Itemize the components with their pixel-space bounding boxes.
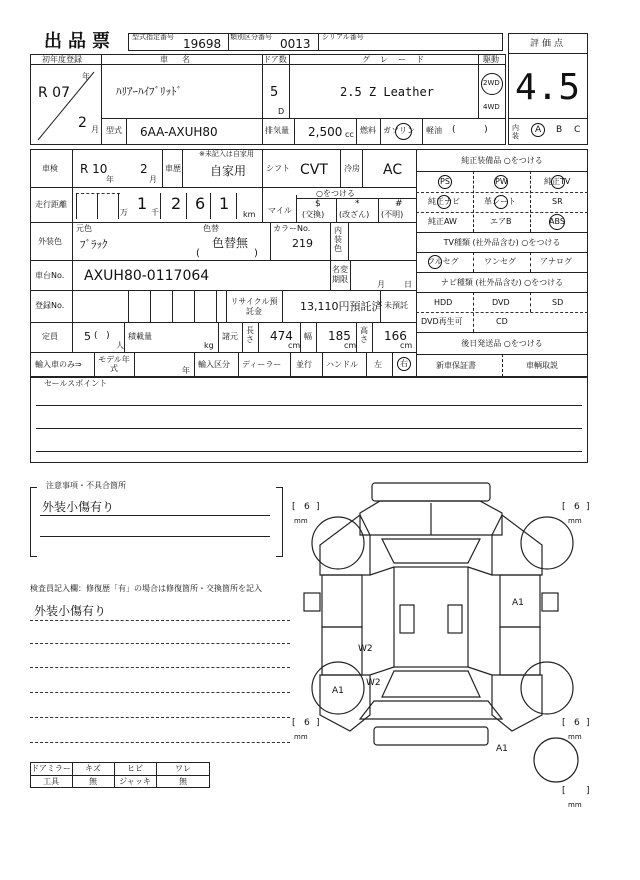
rear-right-door: [500, 627, 540, 675]
fuel-value: ガソリン: [383, 126, 415, 135]
color-orig-value: ﾌﾞﾗｯｸ: [80, 238, 108, 251]
navi-sd: SD: [552, 298, 564, 307]
equip-ps: PS: [440, 177, 450, 186]
history-note: ※未記入は自家用: [199, 150, 254, 158]
recycle-unpaid: 未預託: [384, 301, 408, 310]
equip-aw: 純正AW: [428, 217, 457, 226]
tire-depth-rl-open: [: [292, 718, 296, 728]
color-no-value: 219: [292, 237, 313, 250]
color-change-value: 色替無: [212, 236, 249, 250]
tv-analog: アナログ: [540, 257, 572, 266]
tire-rear-right: [521, 662, 573, 714]
legend-jack-value: 無: [179, 777, 187, 786]
grade-value: 2.5 Z Leather: [340, 85, 434, 99]
int-color-label: 内装色: [334, 226, 342, 253]
shaken-month-label: 月: [149, 175, 157, 184]
notes-text: 外装小傷有り: [42, 500, 115, 514]
first-reg-month-label: 月: [91, 125, 99, 134]
name-change-label: 名変期限: [332, 265, 348, 284]
length-unit: cm: [288, 341, 301, 350]
navi-title: ナビ種類 (社外品含む) ○をつける: [440, 278, 564, 287]
rear-left-door: [322, 627, 362, 675]
class-num-value: 0013: [280, 37, 311, 51]
tv-oneseg: ワンセグ: [484, 257, 516, 266]
equip-sr: SR: [552, 197, 563, 206]
height-unit: cm: [400, 341, 413, 350]
navi-hdd: HDD: [434, 298, 453, 307]
right-mirror: [542, 593, 558, 611]
width-value: 185: [328, 329, 351, 343]
legend-tools-value: 無: [89, 777, 97, 786]
equip-abs: ABS: [549, 217, 565, 226]
front-left-fender: [320, 515, 370, 575]
tire-depth-spare-close: ]: [586, 786, 590, 796]
first-reg-month: 2: [78, 115, 87, 131]
tire-depth-rl-unit: mm: [294, 733, 308, 741]
later-warranty: 新車保証書: [436, 361, 476, 370]
mark-3: W2: [366, 678, 381, 688]
displacement-label: 排気量: [265, 126, 289, 135]
mileage-label: 走行距離: [35, 200, 67, 209]
later-title: 後日発送品 ○をつける: [461, 339, 543, 348]
displacement-unit: cc: [345, 130, 354, 139]
grade-label: グレード: [362, 55, 434, 64]
tire-depth-spare-open: [: [562, 786, 566, 796]
handle-right: 右: [400, 359, 408, 368]
fuel-label: 燃料: [360, 126, 376, 135]
drive-2wd: 2WD: [483, 79, 500, 87]
inspector-text: 外装小傷有り: [34, 604, 107, 618]
tire-depth-fr-open: [: [562, 502, 566, 512]
type-num-value: 19698: [183, 37, 222, 51]
tire-depth-rl-close: ]: [316, 718, 320, 728]
shaken-label: 車検: [42, 164, 58, 173]
mileage-circle-note: ○をつける: [316, 189, 355, 198]
tire-depth-rr-unit: mm: [568, 733, 582, 741]
equip-tv: 純正TV: [544, 177, 571, 186]
color-no-label: カラーNo.: [273, 224, 311, 233]
import-class-label: 輸入区分: [198, 360, 230, 369]
serial-label: シリアル番号: [322, 33, 364, 41]
car-damage-diagram: [290, 475, 620, 815]
door-type: D: [278, 107, 285, 116]
legend-header-break: ワレ: [175, 764, 191, 773]
mark-2: W2: [358, 644, 373, 654]
equip-airbag: エアB: [490, 217, 512, 226]
interior-label: 内装: [512, 124, 519, 140]
car-name-value: ﾊﾘｱｰﾊｲﾌﾞﾘｯﾄﾞ: [116, 85, 182, 98]
reg-label: 登録No.: [35, 301, 65, 310]
interior-grade-a: A: [535, 125, 542, 135]
legend-header-scratch: キズ: [85, 764, 101, 773]
mileage-digit-6: 1: [219, 194, 230, 213]
handle-left: 左: [374, 360, 382, 369]
type-num-label: 型式指定番号: [132, 33, 174, 41]
cooler-label: 冷房: [344, 164, 360, 173]
tire-depth-fl-close: ]: [316, 502, 320, 512]
mileage-digit-3: 1: [137, 194, 148, 213]
ext-color-label: 外装色: [38, 237, 62, 246]
roof: [394, 567, 468, 667]
model-value: 6AA-AXUH80: [140, 125, 218, 139]
tamper-sym: *: [355, 199, 360, 209]
dealer-label: ディーラー: [242, 360, 282, 369]
mileage-digit-4: 2: [171, 194, 182, 213]
unknown-label: (不明): [381, 210, 404, 219]
tire-depth-rr-open: [: [562, 718, 566, 728]
inspector-label: 検査員記入欄：修復歴「有」の場合は修復箇所・交換箇所を記入: [30, 584, 262, 593]
capacity-label: 定員: [42, 332, 58, 341]
trunk: [360, 701, 502, 719]
chassis-label: 車台No.: [35, 271, 65, 280]
unknown-sym: #: [395, 199, 403, 209]
tv-title: TV種類 (社外品含む) ○をつける: [443, 238, 561, 247]
tamper-label: (改ざん): [339, 210, 370, 219]
height-label: 高さ: [360, 326, 368, 344]
width-label: 幅: [304, 332, 312, 341]
recycle-value: 13,110円預託済: [300, 300, 383, 313]
legend-header-mirror: ドアミラー: [31, 764, 71, 773]
front-left-door: [322, 575, 362, 627]
model-year-unit: 年: [182, 366, 190, 375]
page-title: 出品票: [44, 31, 116, 52]
model-year-label: モデル年式: [98, 355, 130, 373]
mark-4: A1: [332, 686, 344, 696]
door-label: ドア数: [263, 55, 287, 64]
recycle-label: リサイクル預託金: [230, 297, 278, 316]
front-bumper: [372, 483, 490, 501]
mark-1: A1: [512, 598, 524, 608]
displacement-value: 2,500: [308, 125, 343, 139]
load-kg: kg: [204, 341, 214, 350]
history-value: 自家用: [210, 164, 247, 178]
load-label: 積載量: [128, 332, 152, 341]
equipment-title: 純正装備品 ○をつける: [461, 156, 543, 165]
door-value: 5: [270, 85, 279, 100]
navi-cd: CD: [496, 317, 508, 326]
tire-depth-rr: 6: [574, 718, 580, 728]
capacity-value: 5: [84, 330, 91, 343]
name-change-day: 日: [404, 280, 412, 289]
interior-grade-c: C: [574, 125, 581, 135]
tire-spare: [534, 738, 578, 782]
left-mirror: [304, 593, 320, 611]
rear-right-quarter: [492, 675, 542, 731]
capacity-persons: 人: [116, 341, 124, 350]
light-oil-bracket: ( ): [452, 125, 488, 135]
capacity-bracket: ( ): [94, 331, 110, 341]
color-change-label: 色替: [203, 224, 219, 233]
tire-depth-fl: 6: [304, 502, 310, 512]
class-num-label: 類別区分番号: [230, 33, 272, 41]
tv-fullseg: フルセグ: [427, 257, 459, 266]
tire-depth-fl-open: [: [292, 502, 296, 512]
color-orig-label: 元色: [76, 224, 92, 233]
tire-depth-rl: 6: [304, 718, 310, 728]
model-label: 型式: [106, 126, 122, 135]
mileage-km-label: km: [243, 210, 256, 219]
rear-bumper: [374, 727, 488, 745]
light-oil-label: 軽油: [426, 126, 442, 135]
tire-depth-fr-unit: mm: [568, 517, 582, 525]
first-reg-era-label: 年: [82, 72, 90, 81]
rear-left-quarter: [320, 675, 370, 731]
width-unit: cm: [344, 341, 357, 350]
tire-depth-spare-unit: mm: [568, 801, 582, 809]
chassis-value: AXUH80-0117064: [84, 268, 210, 284]
height-value: 166: [384, 329, 407, 343]
exchange-sym: $: [315, 199, 321, 209]
shaken-month: 2: [140, 162, 148, 176]
navi-dvd-play: DVD再生可: [421, 317, 463, 326]
mileage-sen-label: 千: [151, 208, 159, 217]
mileage-mile-label: マイル: [268, 206, 292, 215]
legend-jack: ジャッキ: [119, 777, 151, 786]
car-name-label: 車名: [160, 55, 204, 64]
first-reg-year: R 07: [38, 85, 70, 101]
legend-tools: 工具: [43, 777, 59, 786]
length-label: 長さ: [246, 326, 254, 344]
history-label: 車歴: [165, 164, 181, 173]
handle-label: ハンドル: [326, 360, 358, 369]
equip-navi: 純正ナビ: [428, 197, 460, 206]
shift-label: シフト: [266, 164, 290, 173]
mark-5: A1: [496, 744, 508, 754]
import-label: 輸入車のみ⇒: [35, 360, 82, 369]
exchange-label: (交換): [302, 210, 325, 219]
parallel-label: 並行: [296, 360, 312, 369]
name-change-month: 月: [377, 280, 385, 289]
first-reg-label: 初年度登録: [42, 55, 82, 64]
length-value: 474: [270, 329, 293, 343]
drive-label: 駆動: [483, 55, 499, 64]
legend-header-crack: ヒビ: [127, 764, 143, 773]
navi-dvd: DVD: [492, 298, 510, 307]
notes-title: 注意事項・不具合箇所: [46, 481, 126, 490]
drive-4wd: 4WD: [483, 103, 500, 111]
interior-grade-b: B: [556, 125, 563, 135]
tire-depth-fl-unit: mm: [294, 517, 308, 525]
shift-value: CVT: [300, 162, 328, 178]
sales-point-label: セールスポイント: [44, 379, 108, 388]
equip-pw: PW: [495, 177, 508, 186]
color-bracket: ( ): [196, 248, 258, 259]
windshield: [382, 539, 480, 563]
tire-front-right: [521, 517, 573, 569]
later-manual: 車輌取説: [526, 361, 558, 370]
shaken-year-label: 年: [106, 175, 114, 184]
tire-depth-fr: 6: [574, 502, 580, 512]
cooler-value: AC: [383, 162, 403, 178]
mileage-digit-5: 6: [195, 194, 206, 213]
rear-window: [382, 671, 480, 697]
score-label: 評価点: [529, 39, 566, 49]
equip-leather: 革シート: [484, 197, 516, 206]
spec-label: 諸元: [222, 332, 238, 341]
shaken-year: R 10: [80, 162, 108, 176]
mileage-man-label: 万: [120, 208, 128, 217]
tire-depth-rr-close: ]: [586, 718, 590, 728]
tire-depth-fr-close: ]: [586, 502, 590, 512]
score-value: 4.5: [515, 67, 581, 108]
